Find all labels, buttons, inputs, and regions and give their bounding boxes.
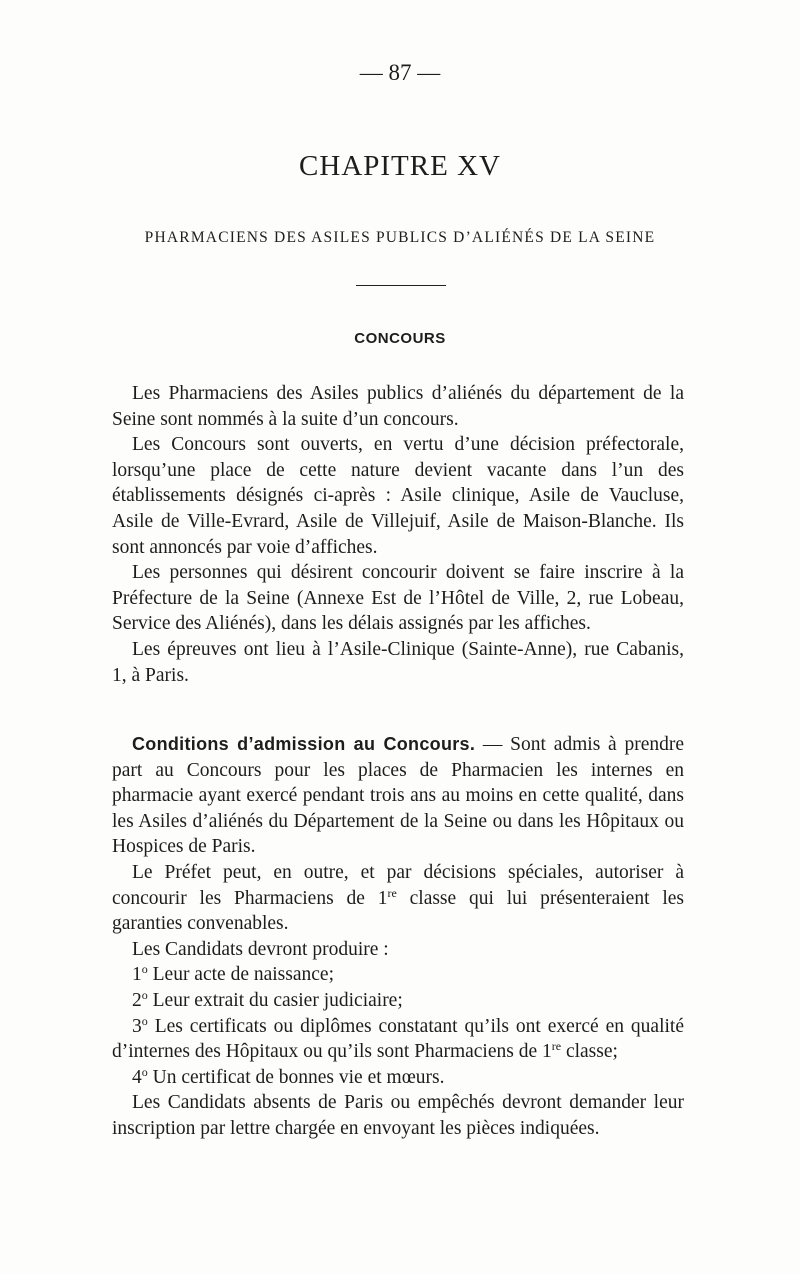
intro-text-block	[112, 381, 684, 688]
list-item-certificates	[112, 1014, 684, 1065]
list-number: 4	[132, 1066, 142, 1088]
paragraph-absent-candidates: Les Candidats absents de Paris ou empêchés devront demander leur inscription par lettre chargée en envoyant les pièces indiquées.	[112, 1092, 684, 1139]
superscript: re	[551, 1039, 562, 1054]
list-item-birth-certificate	[112, 962, 684, 988]
paragraph-documents-intro: Les Candidats devront produire :	[132, 938, 389, 960]
paragraph-prefect	[112, 860, 684, 937]
superscript: re	[387, 885, 397, 900]
paragraph-exam-location: Les épreuves ont lieu à l’Asile-Clinique (Sainte-Anne), rue Cabanis, 1, à Paris.	[112, 638, 684, 686]
list-number: 2	[132, 989, 142, 1011]
superscript: o	[141, 1064, 148, 1079]
conditions-text: — Sont admis à prendre part au Concours pour les places de Pharmacien les internes en pharmacie ayant exercé pendant trois ans au moins en cette qualité, dans les Asiles d’aliénés du Département de la Seine ou dans les Hôpitaux ou Hospices de Paris.	[112, 734, 684, 858]
conditions-text-block	[112, 732, 684, 1142]
section-heading: CONCOURS	[354, 330, 446, 347]
superscript: o	[141, 987, 148, 1002]
list-item-criminal-record	[112, 988, 684, 1014]
list-text: Un certificat de bonnes vie et mœurs.	[147, 1066, 445, 1088]
chapter-subtitle: PHARMACIENS DES ASILES PUBLICS D’ALIÉNÉS DE LA SEINE	[144, 229, 656, 246]
prefect-text: Le Préfet peut, en outre, et par décisions spéciales, autoriser à concourir les Pharmaciens de 1	[112, 861, 684, 909]
list-text: Les certificats ou diplômes constatant qu’ils ont exercé en qualité d’internes des Hôpitaux ou qu’ils sont Pharmaciens de 1	[112, 1015, 684, 1063]
list-number: 1	[132, 964, 142, 986]
prefect-text-end: classe qui lui présenteraient les garanties convenables.	[112, 887, 684, 935]
chapter-title: CHAPITRE XV	[299, 150, 501, 182]
page-number: — 87 —	[359, 60, 441, 85]
superscript: o	[141, 1013, 148, 1028]
paragraph-conditions	[112, 732, 684, 860]
superscript: o	[141, 962, 148, 977]
list-item-morality-certificate	[112, 1065, 684, 1091]
paragraph-appointment: Les Pharmaciens des Asiles publics d’aliénés du département de la Seine sont nommés à la suite d’un concours.	[112, 383, 684, 430]
paragraph-competition-opening: Les Concours sont ouverts, en vertu d’une décision préfectorale, lorsqu’une place de cette nature devient vacante dans l’un des établissements désignés ci-après : Asile clinique, Asile de Vaucluse, Asile de Ville-Evrard, Asile de Villejuif, Asile de Maison-Blanche. Ils sont annoncés par voie d’affiches.	[112, 434, 684, 558]
conditions-heading: Conditions d’admission au Concours.	[132, 734, 476, 754]
list-text: Leur acte de naissance;	[147, 964, 334, 986]
list-number: 3	[132, 1015, 142, 1037]
divider-rule	[356, 285, 446, 286]
list-text: Leur extrait du casier judiciaire;	[147, 989, 403, 1011]
paragraph-registration: Les personnes qui désirent concourir doivent se faire inscrire à la Préfecture de la Seine (Annexe Est de l’Hôtel de Ville, 2, rue Lobeau, Service des Aliénés), dans les délais assignés par les affiches.	[112, 562, 684, 635]
list-text-end: classe;	[561, 1041, 618, 1063]
